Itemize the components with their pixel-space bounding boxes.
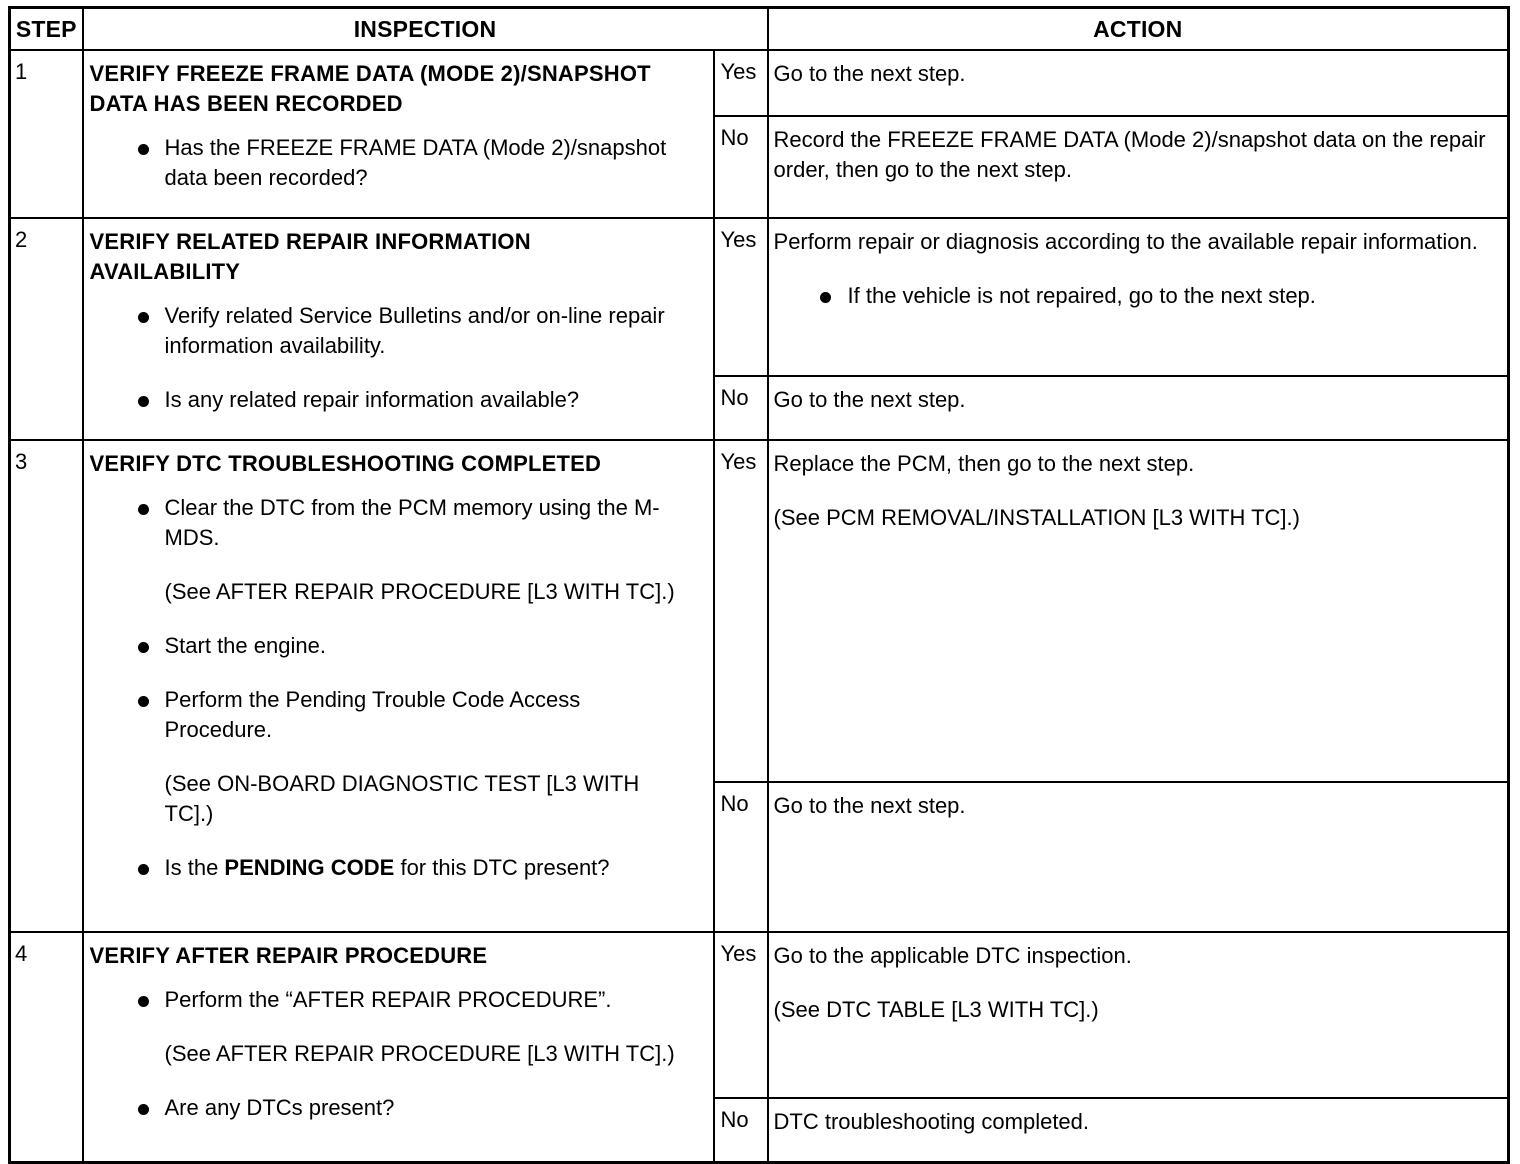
no-label: No (714, 1098, 768, 1163)
inspection-bullet: Clear the DTC from the PCM memory using the M-MDS. (90, 493, 683, 553)
action-note: (See DTC TABLE [L3 WITH TC].) (773, 997, 1099, 1022)
table-row (10, 218, 1509, 376)
bullet-icon (138, 144, 149, 155)
inspection-bullet: Start the engine. (90, 631, 683, 661)
yes-action: Go to the applicable DTC inspection. (See DTC TABLE [L3 WITH TC].) (768, 932, 1509, 1098)
no-label: No (714, 782, 768, 932)
no-action: DTC troubleshooting completed. (768, 1098, 1509, 1163)
inspection-bullet: Is any related repair information available? (90, 385, 683, 415)
bullet-icon (138, 996, 149, 1007)
inspection-title: VERIFY FREEZE FRAME DATA (MODE 2)/SNAPSHOT DATA HAS BEEN RECORDED (89, 61, 651, 116)
yes-action: Go to the next step. (768, 50, 1509, 116)
no-action: Go to the next step. (768, 376, 1509, 440)
inspection-note: (See AFTER REPAIR PROCEDURE [L3 WITH TC].) (164, 579, 675, 604)
inspection-cell (83, 932, 714, 1163)
inspection-note: (See ON-BOARD DIAGNOSTIC TEST [L3 WITH TC].) (164, 771, 640, 826)
no-label: No (714, 376, 768, 440)
header-inspection: INSPECTION (83, 8, 768, 51)
table-row (10, 440, 1509, 782)
inspection-bullet: Has the FREEZE FRAME DATA (Mode 2)/snapshot data been recorded? (90, 133, 683, 193)
inspection-title: VERIFY AFTER REPAIR PROCEDURE (89, 943, 488, 968)
table-row (10, 50, 1509, 116)
inspection-cell (83, 50, 714, 218)
bullet-icon (138, 396, 149, 407)
no-action: Go to the next step. (768, 782, 1509, 932)
bullet-icon (138, 312, 149, 323)
no-action: Record the FREEZE FRAME DATA (Mode 2)/snapshot data on the repair order, then go to the next step. (768, 116, 1509, 218)
diagnostic-table (8, 6, 1510, 1164)
pending-code-label: PENDING CODE (224, 855, 395, 880)
bullet-icon (138, 696, 149, 707)
step-number: 3 (10, 440, 83, 932)
inspection-title: VERIFY DTC TROUBLESHOOTING COMPLETED (89, 451, 602, 476)
action-bullet: If the vehicle is not repaired, go to the next step. (774, 281, 1488, 311)
bullet-icon (820, 292, 831, 303)
bullet-icon (138, 642, 149, 653)
inspection-cell (83, 440, 714, 932)
no-label: No (714, 116, 768, 218)
yes-label: Yes (714, 932, 768, 1098)
yes-label: Yes (714, 218, 768, 376)
inspection-bullet: Perform the “AFTER REPAIR PROCEDURE”. (90, 985, 683, 1015)
bullet-icon (138, 1104, 149, 1115)
inspection-bullet: Verify related Service Bulletins and/or on-line repair information availability. (90, 301, 683, 361)
step-number: 2 (10, 218, 83, 440)
inspection-cell (83, 218, 714, 440)
inspection-title: VERIFY RELATED REPAIR INFORMATION AVAILABILITY (89, 229, 531, 284)
yes-label: Yes (714, 50, 768, 116)
header-step: STEP (10, 8, 83, 51)
table-row (10, 932, 1509, 1098)
inspection-bullet: Is the PENDING CODE for this DTC present? (90, 853, 683, 883)
step-number: 4 (10, 932, 83, 1163)
yes-label: Yes (714, 440, 768, 782)
step-number: 1 (10, 50, 83, 218)
yes-action: Perform repair or diagnosis according to the available repair information. If the vehicle is not repaired, go to the next step. (768, 218, 1509, 376)
yes-action: Replace the PCM, then go to the next step. (See PCM REMOVAL/INSTALLATION [L3 WITH TC].) (768, 440, 1509, 782)
header-row (10, 8, 1509, 51)
header-action: ACTION (768, 8, 1509, 51)
inspection-bullet: Perform the Pending Trouble Code Access Procedure. (90, 685, 683, 745)
inspection-bullet: Are any DTCs present? (90, 1093, 683, 1123)
bullet-icon (138, 864, 149, 875)
inspection-note: (See AFTER REPAIR PROCEDURE [L3 WITH TC].) (164, 1041, 675, 1066)
action-note: (See PCM REMOVAL/INSTALLATION [L3 WITH TC].) (773, 505, 1300, 530)
bullet-icon (138, 504, 149, 515)
